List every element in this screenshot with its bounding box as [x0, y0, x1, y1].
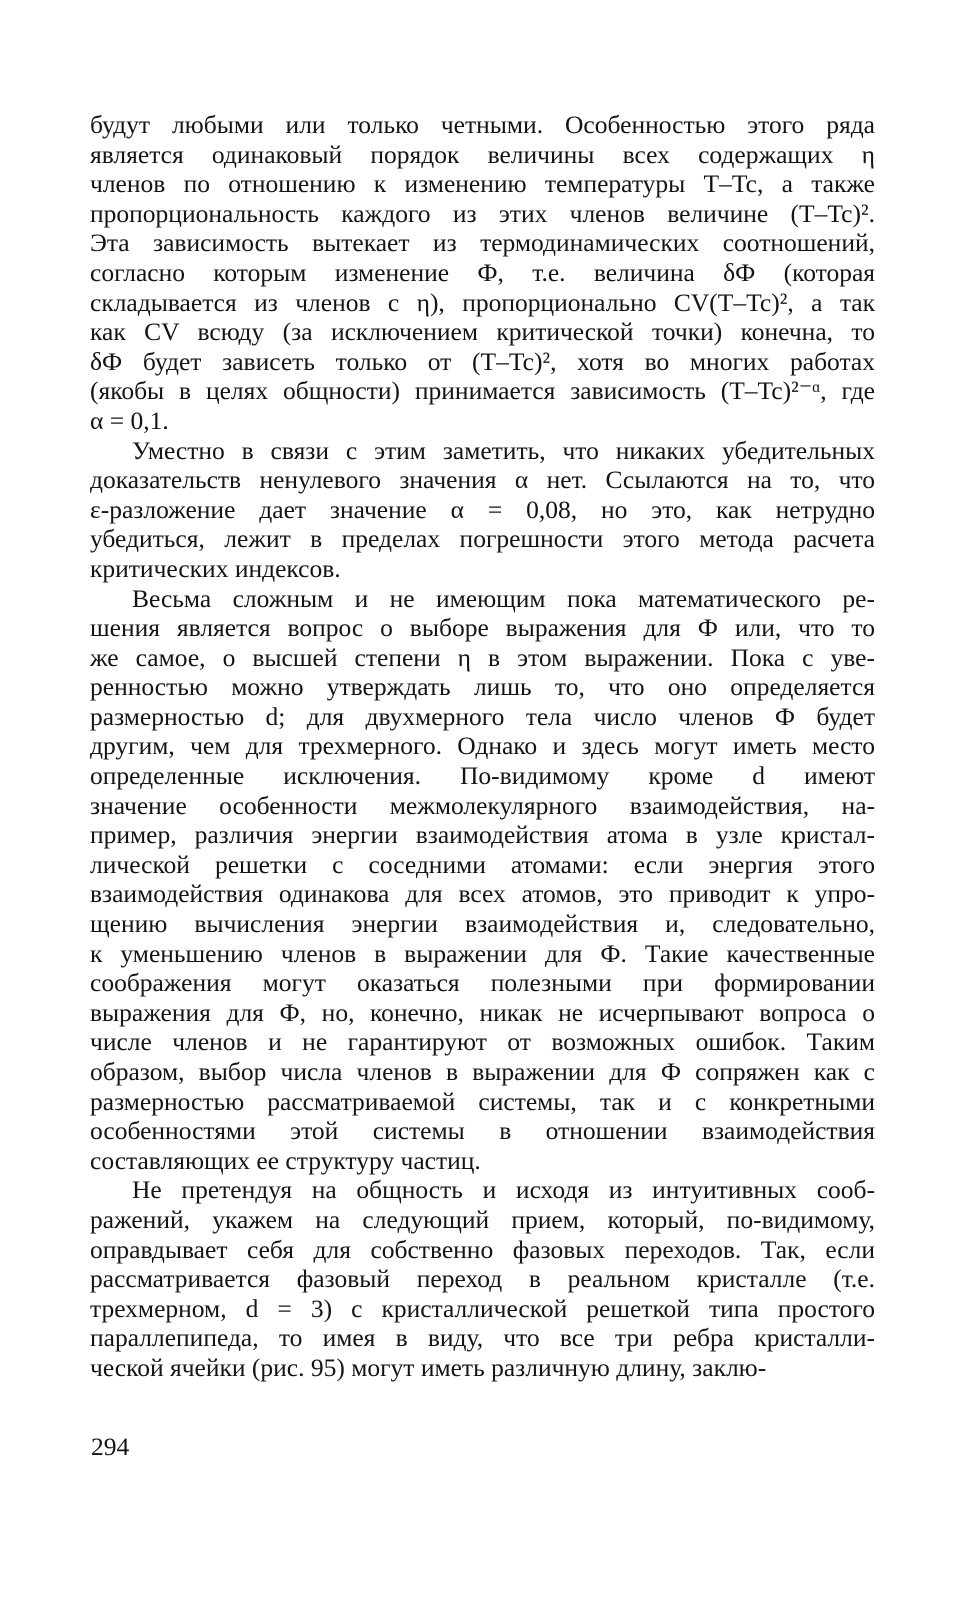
text-line: членов по отношению к изменению температуры T–Tc, а также — [90, 169, 875, 199]
text-line: определенные исключения. По-видимому кроме d имеют — [90, 761, 875, 791]
text-line: ε-разложение дает значение α = 0,08, но это, как нетрудно — [90, 494, 875, 524]
text-line: ренностью можно утверждать лишь то, что оно определяется — [90, 672, 875, 702]
text-line: трехмерном, d = 3) с кристаллической решеткой типа простого — [90, 1293, 875, 1323]
text-line: доказательств ненулевого значения α нет. Ссылаются на то, что — [90, 465, 875, 495]
paragraph — [90, 1175, 875, 1382]
text-line: параллепипеда, то имея в виду, что все три ребра кристалли- — [90, 1323, 875, 1353]
text-line: оправдывает себя для собственно фазовых переходов. Так, если — [90, 1234, 875, 1264]
text-line: как CV всюду (за исключением критической точки) конечна, то — [90, 317, 875, 347]
text-line: δФ будет зависеть только от (T–Tc)², хотя во многих работах — [90, 346, 875, 376]
text-line: складывается из членов с η), пропорционально CV(T–Tc)², а так — [90, 287, 875, 317]
text-line: числе членов и не гарантируют от возможных ошибок. Таким — [90, 1027, 875, 1057]
page-number: 294 — [91, 1432, 130, 1461]
text-line: критических индексов. — [90, 553, 341, 583]
paragraph — [90, 436, 875, 584]
text-line: α = 0,1. — [90, 405, 169, 435]
text-line: убедиться, лежит в пределах погрешности этого метода расчета — [90, 524, 875, 554]
paragraph — [90, 110, 875, 436]
text-line: же самое, о высшей степени η в этом выражении. Пока с уве- — [90, 642, 875, 672]
paragraph — [90, 584, 875, 1176]
text-line: взаимодействия одинакова для всех атомов, это приводит к упро- — [90, 879, 875, 909]
text-line: выражения для Ф, но, конечно, никак не исчерпывают вопроса о — [90, 997, 875, 1027]
text-line: другим, чем для трехмерного. Однако и здесь могут иметь место — [90, 731, 875, 761]
text-line: рассматривается фазовый переход в реальном кристалле (т.е. — [90, 1264, 875, 1294]
text-line: будут любыми или только четными. Особенностью этого ряда — [90, 110, 875, 139]
text-line: ческой ячейки (рис. 95) могут иметь различную длину, заклю- — [90, 1352, 767, 1382]
text-line: Не претендуя на общность и исходя из интуитивных сооб- — [132, 1175, 875, 1205]
text-line: является одинаковый порядок величины всех содержащих η — [90, 139, 875, 169]
text-line: Эта зависимость вытекает из термодинамических соотношений, — [90, 228, 875, 258]
text-line: ражений, укажем на следующий прием, который, по-видимому, — [90, 1204, 875, 1234]
text-line: шения является вопрос о выборе выражения для Ф или, что то — [90, 613, 875, 643]
text-line: соображения могут оказаться полезными при формировании — [90, 968, 875, 998]
text-line: составляющих ее структуру частиц. — [90, 1145, 481, 1175]
body-text — [90, 110, 875, 1383]
text-line: пропорциональность каждого из этих членов величине (T–Tc)². — [90, 198, 875, 228]
text-line: образом, выбор числа членов в выражении для Ф сопряжен как с — [90, 1057, 875, 1086]
text-line: лической решетки с соседними атомами: если энергия этого — [90, 849, 875, 879]
text-line: размерностью d; для двухмерного тела число членов Ф будет — [90, 701, 875, 731]
text-line: Весьма сложным и не имеющим пока математического ре- — [132, 583, 875, 613]
text-line: размерностью рассматриваемой системы, так и с конкретными — [90, 1086, 875, 1116]
text-line: согласно которым изменение Ф, т.е. величина δФ (которая — [90, 257, 875, 287]
text-line: щению вычисления энергии взаимодействия и, следовательно, — [90, 909, 875, 939]
text-line: особенностями этой системы в отношении взаимодействия — [90, 1116, 875, 1146]
text-line: Уместно в связи с этим заметить, что никаких убедительных — [132, 435, 875, 465]
text-line: к уменьшению членов в выражении для Ф. Такие качественные — [90, 938, 875, 968]
text-line: значение особенности межмолекулярного взаимодействия, на- — [90, 790, 875, 820]
text-line: пример, различия энергии взаимодействия атома в узле кристал- — [90, 820, 875, 850]
text-line: (якобы в целях общности) принимается зависимость (T–Tc)²⁻ᵅ, где — [90, 376, 875, 406]
